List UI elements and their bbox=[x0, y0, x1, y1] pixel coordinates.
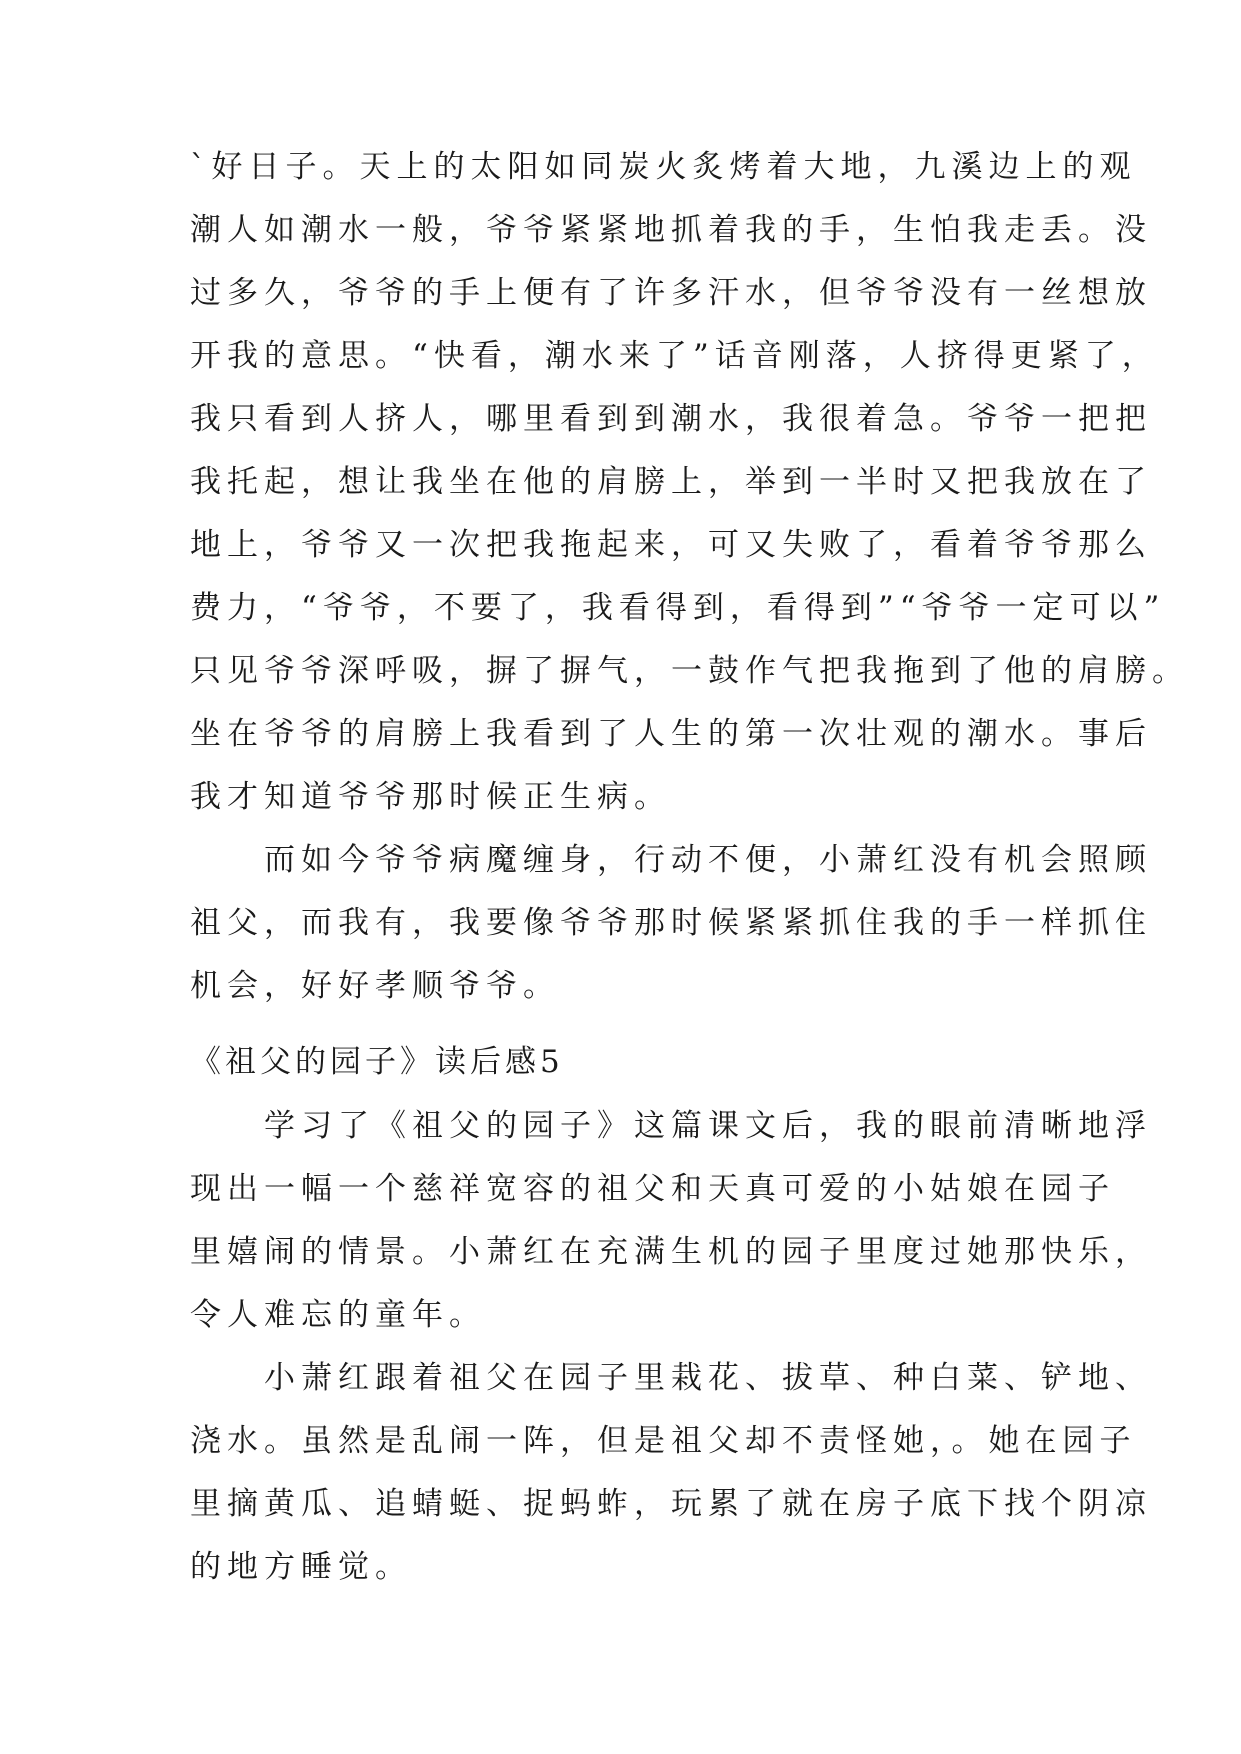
text-line: 坐在爷爷的肩膀上我看到了人生的第一次壮观的潮水。事后 bbox=[190, 716, 1152, 752]
text-line: 我才知道爷爷那时候正生病。 bbox=[190, 779, 671, 815]
text-line: 现出一幅一个慈祥宽容的祖父和天真可爱的小姑娘在园子 bbox=[190, 1171, 1115, 1207]
text-line: 里嬉闹的情景。小萧红在充满生机的园子里度过她那快乐， bbox=[190, 1234, 1152, 1270]
text-line: 我只看到人挤人，哪里看到到潮水，我很着急。爷爷一把把 bbox=[190, 401, 1152, 437]
paragraph-grandfather-care bbox=[190, 829, 1152, 1018]
text-line: 过多久，爷爷的手上便有了许多汗水，但爷爷没有一丝想放 bbox=[190, 275, 1152, 311]
text-line: 地上，爷爷又一次把我拖起来，可又失败了，看着爷爷那么 bbox=[190, 527, 1152, 563]
paragraph-story-continuation bbox=[190, 136, 1189, 829]
paragraph-garden-activities bbox=[190, 1347, 1152, 1599]
text-line: 机会，好好孝顺爷爷。 bbox=[190, 968, 560, 1004]
text-line: 小萧红跟着祖父在园子里栽花、拔草、种白菜、铲地、 bbox=[264, 1360, 1152, 1396]
text-line: 开我的意思。“快看，潮水来了”话音刚落，人挤得更紧了， bbox=[190, 338, 1159, 374]
text-line: 里摘黄瓜、追蜻蜓、捉蚂蚱，玩累了就在房子底下找个阴凉 bbox=[190, 1486, 1152, 1522]
section-title bbox=[190, 1031, 1070, 1094]
text-line: 祖父，而我有，我要像爷爷那时候紧紧抓住我的手一样抓住 bbox=[190, 905, 1152, 941]
text-line: 学习了《祖父的园子》这篇课文后，我的眼前清晰地浮 bbox=[264, 1108, 1152, 1144]
text-line: 而如今爷爷病魔缠身，行动不便，小萧红没有机会照顾 bbox=[264, 842, 1152, 878]
text-line: 只见爷爷深呼吸，摒了摒气，一鼓作气把我拖到了他的肩膀。 bbox=[190, 653, 1189, 689]
text-line: 浇水。虽然是乱闹一阵，但是祖父却不责怪她，。她在园子 bbox=[190, 1423, 1137, 1459]
text-line: 我托起，想让我坐在他的肩膀上，举到一半时又把我放在了 bbox=[190, 464, 1152, 500]
section-title-text: 《祖父的园子》读后感5 bbox=[190, 1044, 564, 1080]
text-line: 潮人如潮水一般，爷爷紧紧地抓着我的手，生怕我走丢。没 bbox=[190, 212, 1152, 248]
text-line: 的地方睡觉。 bbox=[190, 1549, 412, 1585]
text-line: 令人难忘的童年。 bbox=[190, 1297, 486, 1333]
text-line: 费力，“爷爷，不要了，我看得到，看得到”“爷爷一定可以” bbox=[190, 590, 1166, 626]
paragraph-reading-intro bbox=[190, 1095, 1152, 1347]
text-line: `好日子。天上的太阳如同炭火炙烤着大地，九溪边上的观 bbox=[190, 149, 1137, 185]
